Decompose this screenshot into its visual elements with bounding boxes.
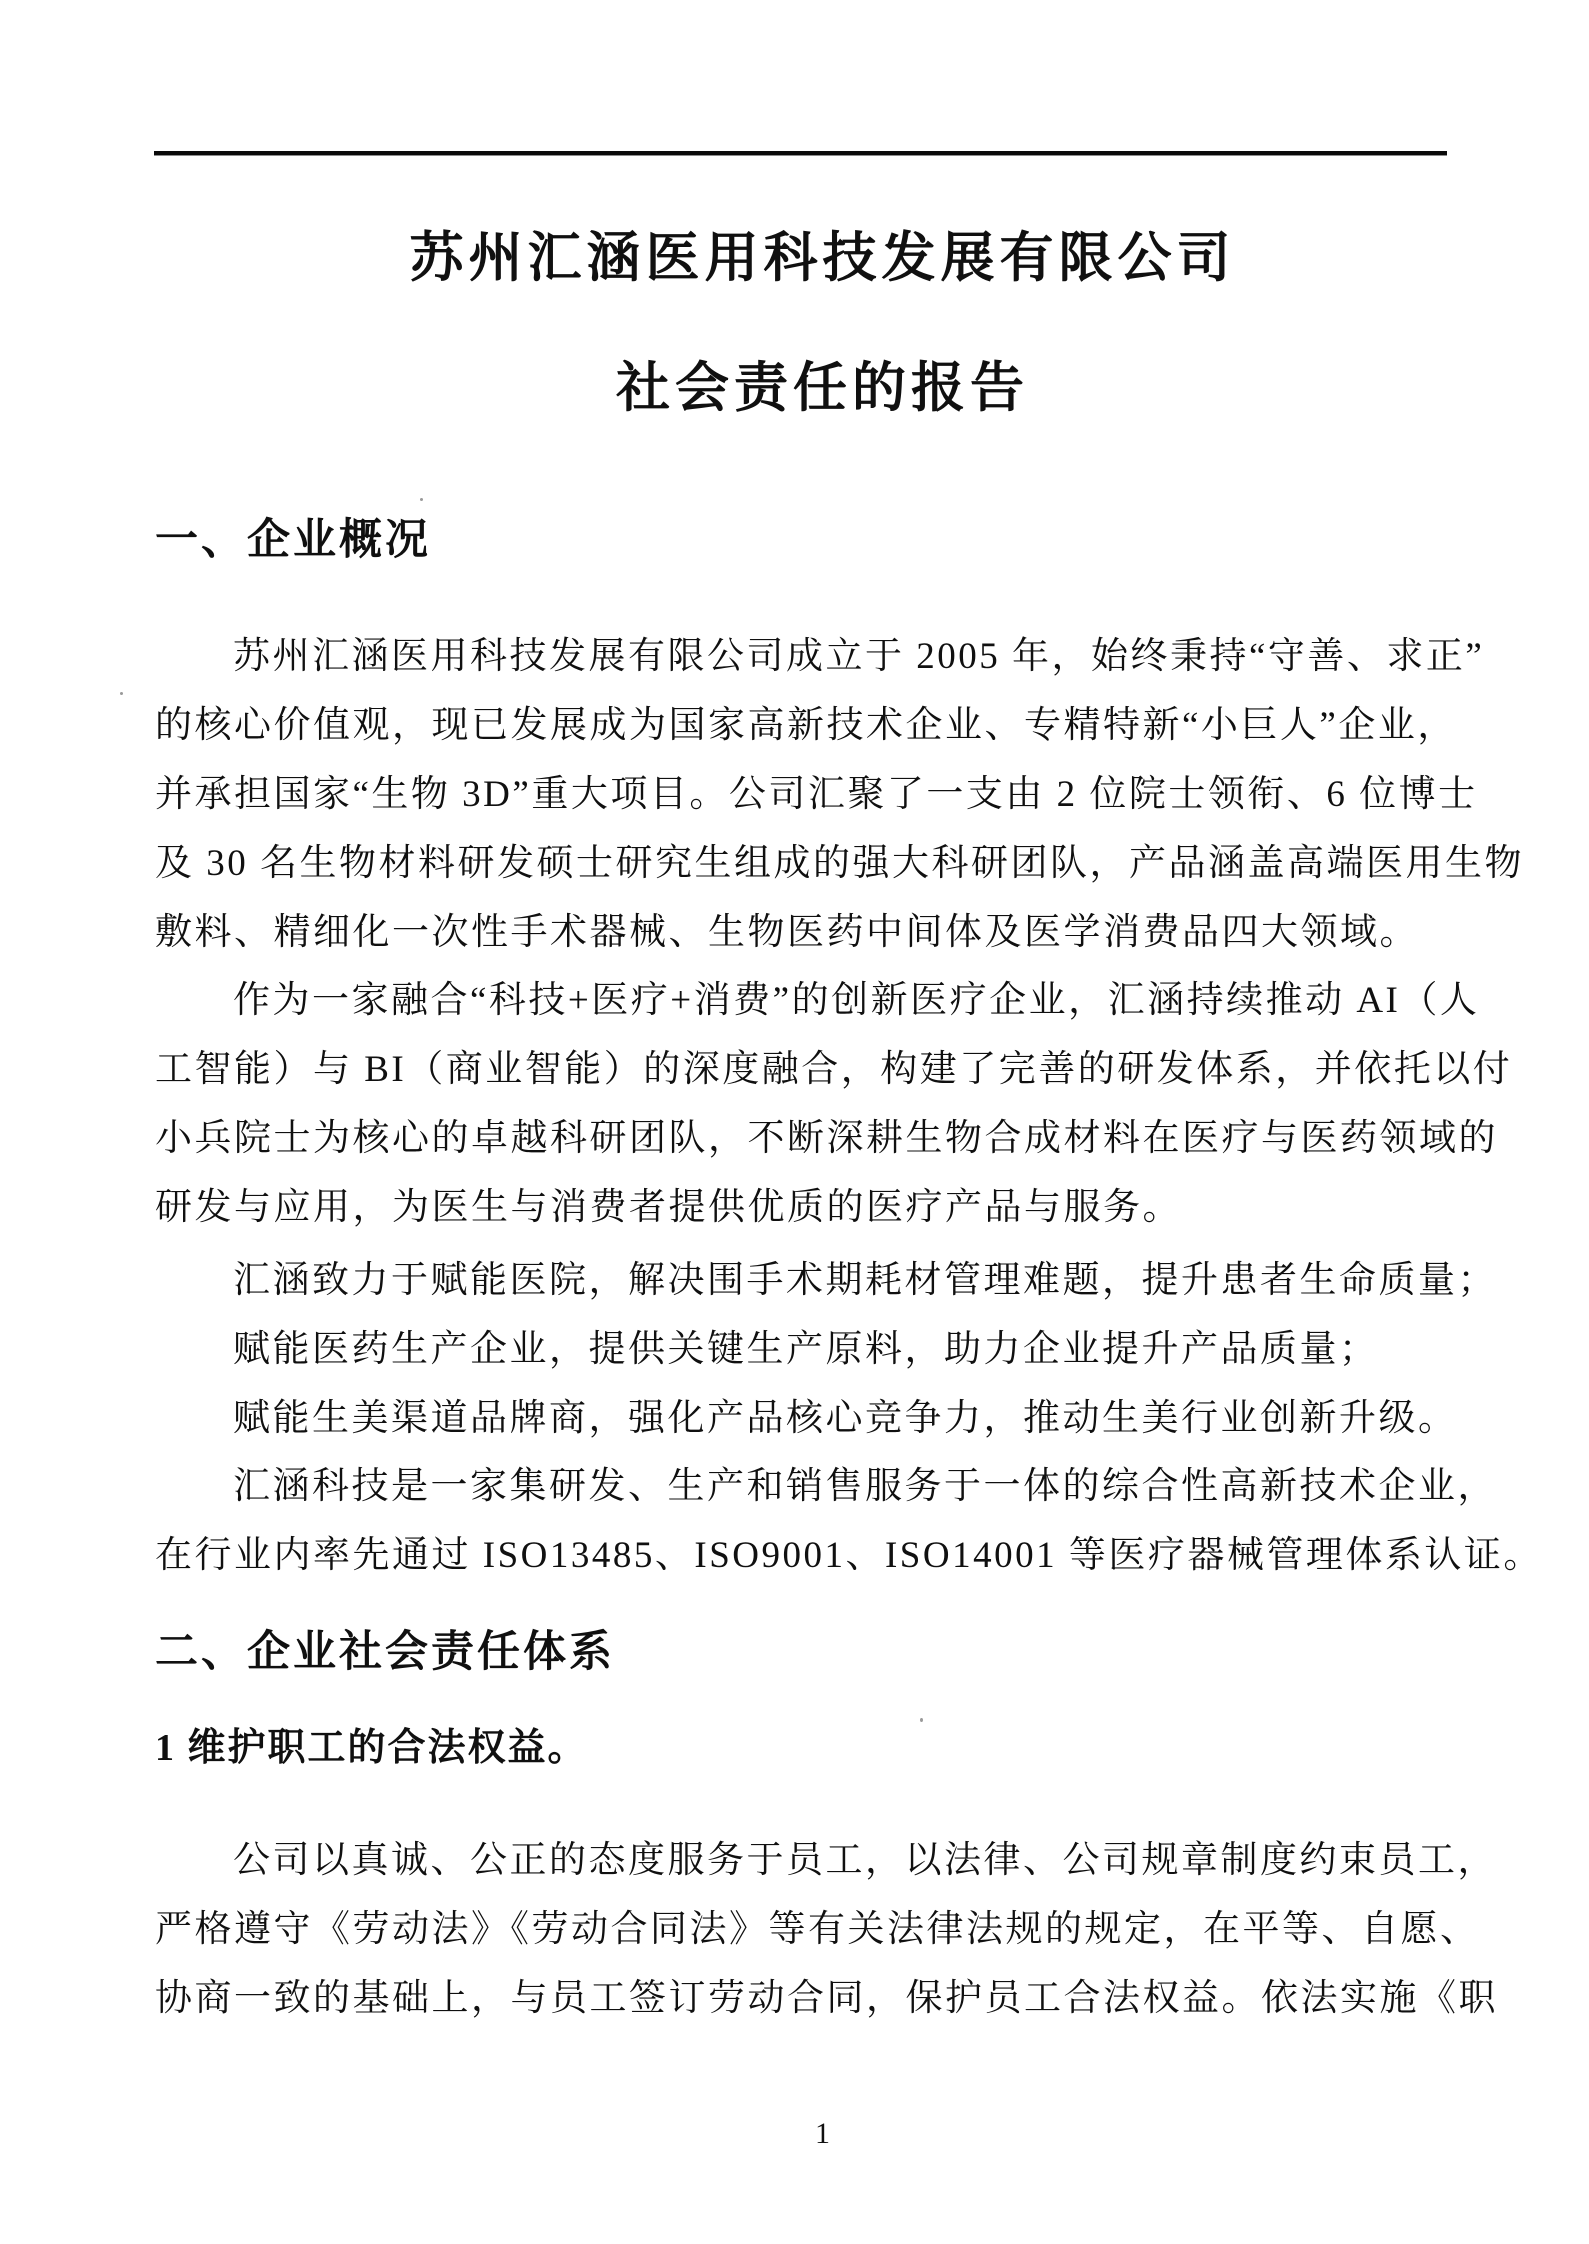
paragraph-line: 协商一致的基础上，与员工签订劳动合同，保护员工合法权益。依法实施《职 (155, 1978, 1498, 2019)
paragraph-line: 工智能）与 BI（商业智能）的深度融合，构建了完善的研发体系，并依托以付 (155, 1049, 1513, 1090)
paragraph-line: 小兵院士为核心的卓越科研团队，不断深耕生物合成材料在医疗与医药领域的 (155, 1118, 1498, 1159)
paragraph-employee-rights (155, 1826, 1498, 2033)
scan-speck (920, 1718, 923, 1722)
paragraph-line: 在行业内率先通过 ISO13485、ISO9001、ISO14001 等医疗器械管理体系认证。 (155, 1535, 1543, 1576)
paragraph-line: 赋能医药生产企业，提供关键生产原料，助力企业提升产品质量； (233, 1329, 1379, 1370)
subsection-heading-employee-rights: 1 维护职工的合法权益。 (155, 1727, 588, 1769)
section-heading-csr-system: 二、企业社会责任体系 (155, 1629, 615, 1676)
document-title-line1: 苏州汇涵医用科技发展有限公司 (409, 228, 1236, 288)
header-rule (154, 151, 1447, 155)
paragraph-line: 作为一家融合“科技+医疗+消费”的创新医疗企业，汇涵持续推动 AI（人 (233, 980, 1480, 1021)
paragraph-line: 严格遵守《劳动法》《劳动合同法》等有关法律法规的规定，在平等、自愿、 (155, 1909, 1480, 1950)
paragraph-innovation (155, 966, 1513, 1242)
paragraph-line: 并承担国家“生物 3D”重大项目。公司汇聚了一支由 2 位院士领衔、6 位博士 (155, 774, 1478, 815)
paragraph-line: 敷料、精细化一次性手术器械、生物医药中间体及医学消费品四大领域。 (155, 912, 1419, 953)
paragraph-line: 研发与应用，为医生与消费者提供优质的医疗产品与服务。 (155, 1187, 1182, 1228)
paragraph-company-intro (155, 622, 1524, 967)
scan-speck (120, 692, 123, 695)
document-title-line2: 社会责任的报告 (616, 358, 1029, 418)
paragraph-certifications (155, 1452, 1543, 1590)
paragraph-line: 及 30 名生物材料研发硕士研究生组成的强大科研团队，产品涵盖高端医用生物 (155, 843, 1524, 884)
paragraph-line: 苏州汇涵医用科技发展有限公司成立于 2005 年，始终秉持“守善、求正” (233, 636, 1485, 677)
scan-speck (420, 498, 423, 501)
page-number: 1 (815, 2117, 830, 2150)
paragraph-line: 公司以真诚、公正的态度服务于员工，以法律、公司规章制度约束员工， (233, 1840, 1497, 1881)
paragraph-line: 汇涵科技是一家集研发、生产和销售服务于一体的综合性高新技术企业， (233, 1466, 1497, 1507)
paragraph-empowerment (155, 1246, 1497, 1453)
paragraph-line: 赋能生美渠道品牌商，强化产品核心竞争力，推动生美行业创新升级。 (233, 1398, 1458, 1439)
paragraph-line: 汇涵致力于赋能医院，解决围手术期耗材管理难题，提升患者生命质量； (233, 1260, 1497, 1301)
paragraph-line: 的核心价值观，现已发展成为国家高新技术企业、专精特新“小巨人”企业， (155, 705, 1457, 746)
section-heading-company-overview: 一、企业概况 (155, 517, 431, 564)
